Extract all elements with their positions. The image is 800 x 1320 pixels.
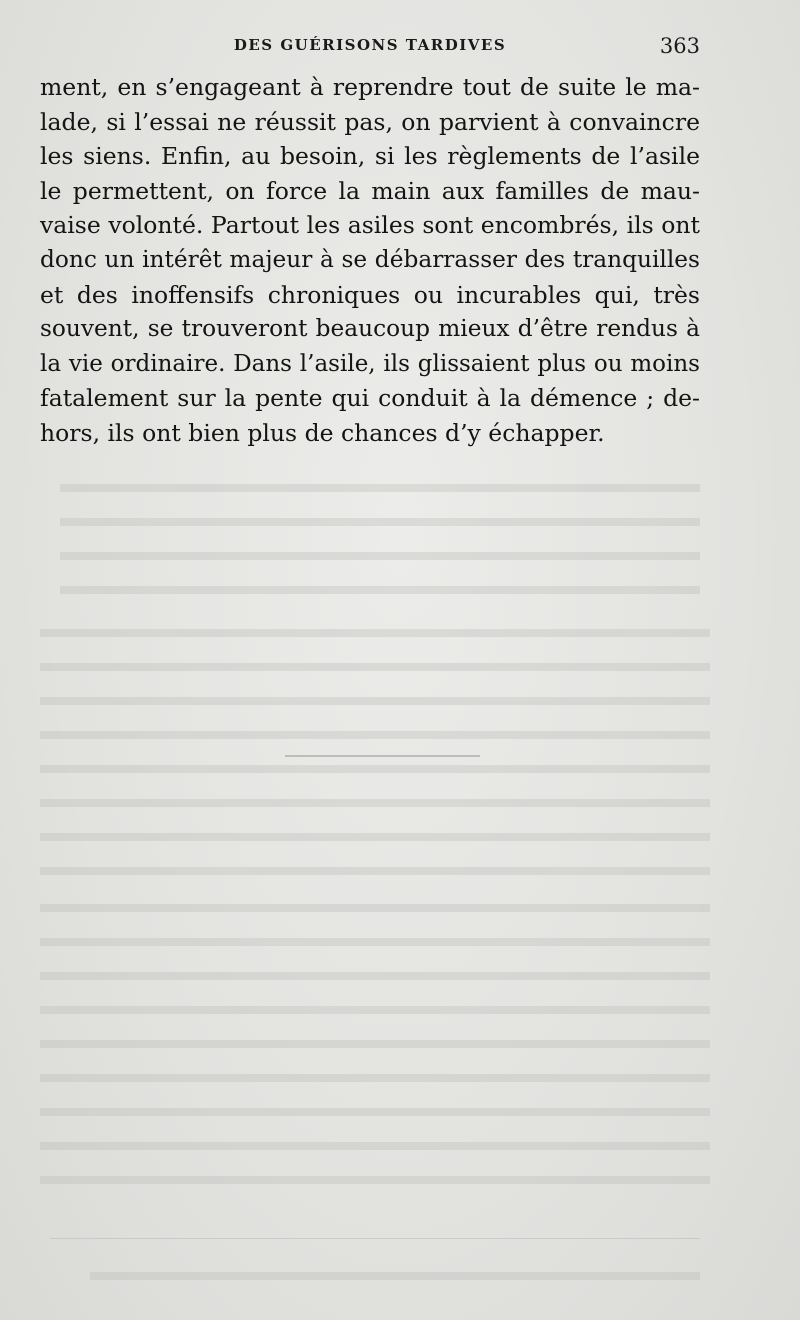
text-line: lade, si l’essai ne réussit pas, on parvient à convaincre	[40, 107, 700, 136]
text-line: hors, ils ont bien plus de chances d’y échapper.	[40, 418, 605, 447]
text-line: la vie ordinaire. Dans l’asile, ils glissaient plus ou moins	[40, 350, 700, 377]
bleed-through-text-lower	[40, 890, 710, 1210]
text-line: et des inoffensifs chroniques ou incurables qui, très	[40, 280, 700, 309]
bleed-through-footnote-rule	[50, 1238, 700, 1239]
page-header	[40, 34, 700, 60]
text-line: souvent, se trouveront beaucoup mieux d’être rendus à	[40, 315, 700, 343]
text-line: ment, en s’engageant à reprendre tout de suite le ma-	[40, 73, 700, 101]
bleed-through-rule	[285, 755, 480, 757]
bleed-through-text-middle	[40, 615, 710, 885]
bleed-through-footnote	[90, 1258, 700, 1288]
text-line: vaise volonté. Partout les asiles sont encombrés, ils ont	[40, 211, 700, 240]
text-line: le permettent, on force la main aux familles de mau-	[40, 176, 700, 205]
text-line: donc un intérêt majeur à se débarrasser des tranquilles	[40, 245, 700, 273]
page-number: 363	[659, 34, 700, 58]
body-paragraph	[40, 70, 700, 451]
running-head: DES GUÉRISONS TARDIVES	[233, 36, 507, 54]
text-line: les siens. Enfin, au besoin, si les règlements de l’asile	[40, 142, 700, 171]
bleed-through-text-upper	[60, 470, 700, 610]
text-line: fatalement sur la pente qui conduit à la démence ; de-	[40, 384, 700, 413]
